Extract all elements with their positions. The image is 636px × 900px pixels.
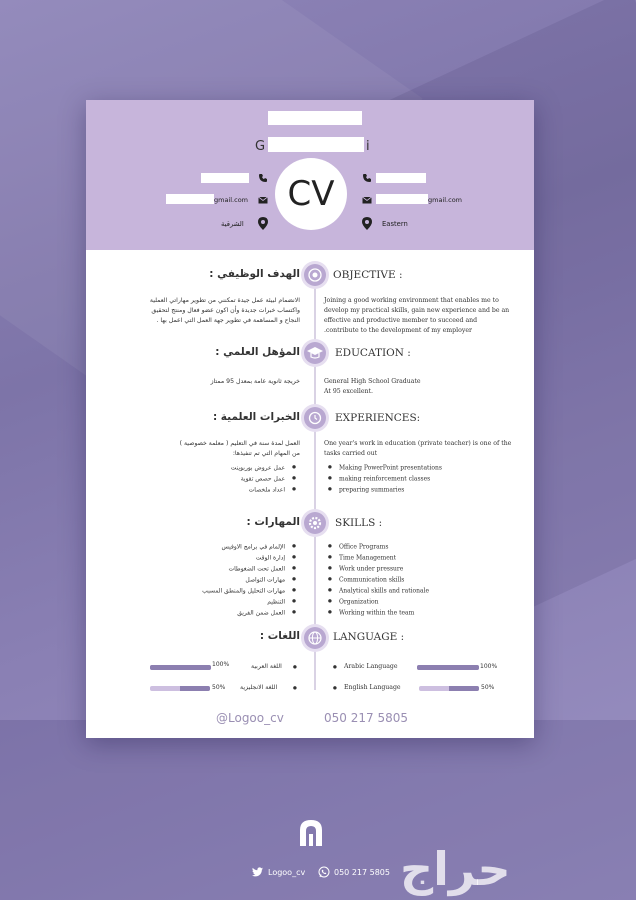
watermark-phone: 050 217 5805 (334, 868, 390, 877)
watermark-twitter: Logoo_cv (268, 868, 306, 877)
language-level-bar (419, 686, 479, 691)
list-item: ● الإلمام في برامج الاوفيس (202, 542, 296, 553)
footer-phone: 050 217 5805 (324, 711, 408, 725)
list-bullet: ● (293, 665, 297, 670)
language-level-bar (150, 686, 210, 691)
whatsapp-icon (318, 866, 330, 878)
experiences-intro-ar: العمل لمدة سنة في التعليم ( معلمة خصوصية ) من المهام التي تم تنفيذها: (179, 440, 300, 457)
education-title-en: EDUCATION : (335, 347, 411, 359)
redacted-phone-en (376, 173, 426, 183)
list-item: ● العمل تحت الضغوطات (202, 564, 296, 575)
gear-icon (304, 512, 326, 534)
footer-handle: @Logoo_cv (216, 711, 284, 725)
objective-title-en: OBJECTIVE : (333, 269, 403, 281)
language-level-fill (150, 665, 211, 670)
cv-sheet (86, 100, 534, 738)
redacted-email-en (376, 194, 428, 204)
experiences-intro-en: One year's work in education (private teacher) is one of the tasks carried out (324, 440, 512, 457)
language-name-en: Arabic Language (344, 663, 398, 670)
education-title-ar: المؤهل العلمي : (215, 346, 300, 358)
experiences-title-en: EXPERIENCES: (335, 412, 421, 424)
target-icon (304, 264, 326, 286)
list-item: ● preparing summaries (328, 485, 442, 496)
timeline-line (314, 262, 316, 690)
list-item: ● مهارات التحليل والمنطق المسبب (202, 586, 296, 597)
language-level-fill (417, 665, 479, 670)
list-bullet: ● (293, 686, 297, 691)
email-left: gmail.com (214, 196, 249, 204)
list-bullet: ● (333, 665, 337, 670)
phone-icon (258, 173, 268, 183)
list-item: ● إدارة الوقت (202, 553, 296, 564)
list-item: ● العمل ضمن الفريق (202, 608, 296, 619)
location-icon (258, 217, 268, 230)
twitter-icon (252, 867, 263, 877)
language-name-ar: اللغة الانجليزية (240, 684, 278, 691)
list-item: ● Communication skills (328, 575, 429, 586)
list-item: ● اعداد ملخصات (231, 485, 296, 496)
list-item: ● making reinforcement classes (328, 474, 442, 485)
list-item: ● Analytical skills and rationale (328, 586, 429, 597)
language-name-en: English Language (344, 684, 401, 691)
language-title-en: LANGUAGE : (333, 631, 405, 643)
list-item: ● عمل عروض بوربوينت (231, 463, 296, 474)
objective-text-en: Joining a good working environment that enables me to develop my practical skills, gain new experience and be an effective and productive member to succeed and .contribute to the development of my employer (324, 297, 510, 334)
language-percent: 100% (480, 663, 498, 670)
list-bullet: ● (333, 686, 337, 691)
graduation-cap-icon (304, 342, 326, 364)
name-start: G (255, 139, 266, 154)
education-text-ar: خريجة ثانوية عامة بمعدل 95 ممتاز (210, 378, 300, 385)
mail-icon (362, 195, 372, 205)
haraj-watermark: حراج (400, 842, 511, 896)
language-level-fill (449, 686, 479, 691)
objective-title-ar: الهدف الوظيفي : (209, 268, 300, 280)
redacted-email-ar (166, 194, 214, 204)
list-item: ● Work under pressure (328, 564, 429, 575)
list-item: ● Organization (328, 597, 429, 608)
phone-icon (362, 173, 372, 183)
list-item: ● Time Management (328, 553, 429, 564)
objective-text-ar: الانضمام لبيئة عمل جيدة تمكنني من تطوير مهاراتي العملية واكتساب خبرات جديدة وأن اكون عضو فعال ومنتج لتحقيق النجاح و المساهمة في تطوير جهة العمل التي اعمل بها . (149, 297, 300, 324)
region-english: Eastern (382, 220, 408, 228)
cv-header (86, 100, 534, 250)
skills-list-ar (202, 542, 296, 619)
redacted-name-top (268, 111, 362, 125)
experiences-list-en (328, 463, 442, 496)
email-right: gmail.com (428, 196, 463, 204)
brand-logo-icon (297, 818, 325, 848)
skills-list-en (328, 542, 429, 619)
language-level-bar (417, 665, 479, 670)
list-item: ● Making PowerPoint presentations (328, 463, 442, 474)
experiences-title-ar: الخبرات العلمية : (212, 411, 300, 423)
language-percent: 100% (212, 661, 230, 668)
mail-icon (258, 195, 268, 205)
list-item: ● Working within the team (328, 608, 429, 619)
experiences-list-ar (231, 463, 296, 496)
language-name-ar: اللغة العربية (251, 663, 282, 670)
list-item: ● التنظيم (202, 597, 296, 608)
name-end: i (366, 139, 370, 154)
language-percent: 50% (481, 684, 495, 691)
language-title-ar: اللغات : (259, 630, 300, 642)
redacted-phone-ar (201, 173, 249, 183)
education-text-en: General High School Graduate At 95 excellent. (324, 378, 421, 395)
experience-icon (304, 407, 326, 429)
location-icon (362, 217, 372, 230)
skills-title-ar: المهارات : (246, 516, 300, 528)
list-item: ● عمل حصص تقوية (231, 474, 296, 485)
language-level-fill (180, 686, 210, 691)
language-percent: 50% (212, 684, 226, 691)
list-item: ● مهارات التواصل (202, 575, 296, 586)
globe-icon (304, 627, 326, 649)
region-arabic: الشرقية (221, 220, 244, 228)
cv-logo: CV (275, 158, 347, 230)
list-item: ● Office Programs (328, 542, 429, 553)
language-level-bar (150, 665, 211, 670)
skills-title-en: SKILLS : (335, 517, 383, 529)
redacted-name (268, 137, 364, 152)
